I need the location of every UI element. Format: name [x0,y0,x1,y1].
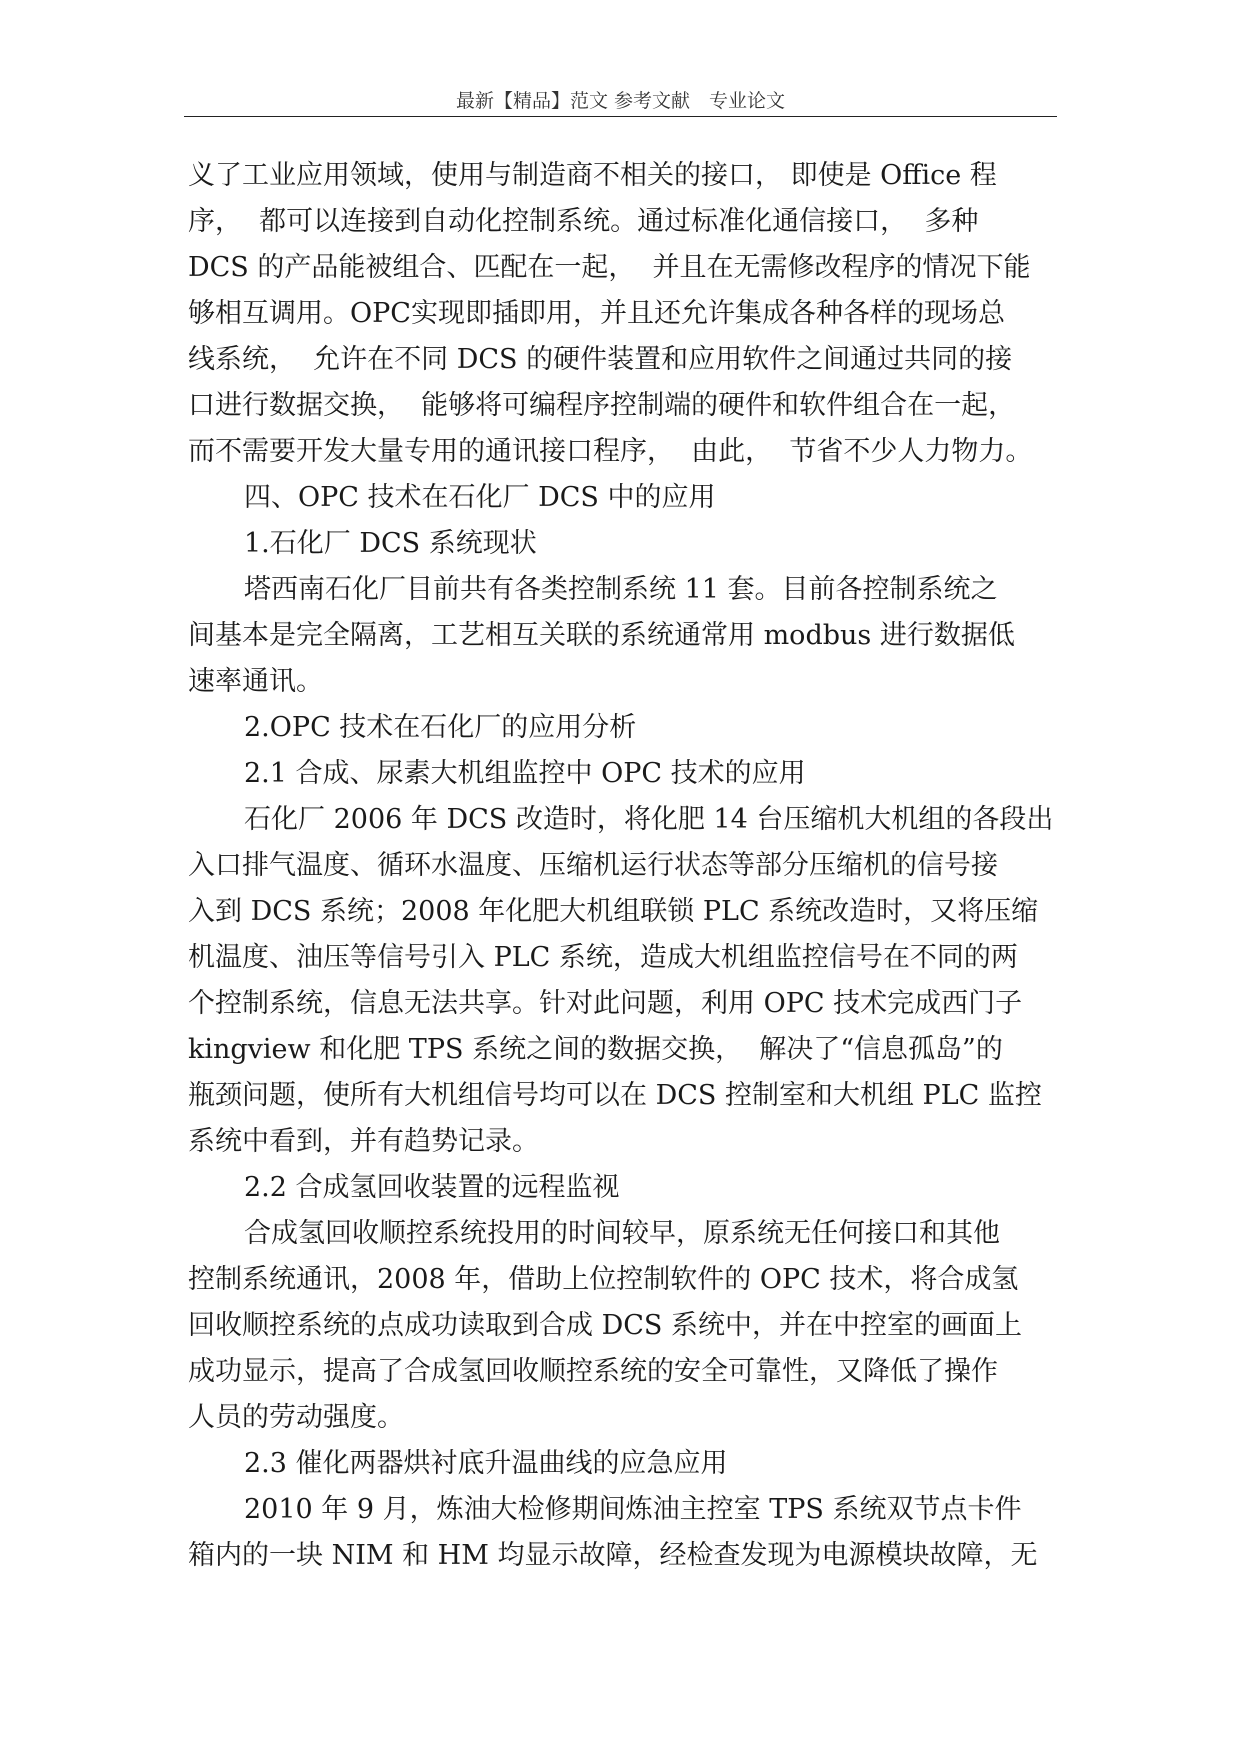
section-heading: 四、OPC 技术在石化厂 DCS 中的应用 [244,482,716,513]
text-line: 间基本是完全隔离，工艺相互关联的系统通常用 modbus 进行数据低 [188,620,1015,651]
text-line: 口进行数据交换， 能够将可编程序控制端的硬件和软件组合在一起， [188,390,1016,421]
text-line: 系统中看到，并有趋势记录。 [188,1126,539,1157]
text-line: DCS 的产品能被组合、匹配在一起， 并且在无需修改程序的情况下能 [188,252,1031,283]
page-header: 最新【精品】范文 参考文献 专业论文 [455,90,786,112]
text-line: 个控制系统，信息无法共享。针对此问题，利用 OPC 技术完成西门子 [188,988,1023,1019]
text-line: 入口排气温度、循环水温度、压缩机运行状态等部分压缩机的信号接 [188,850,998,881]
header-rule [184,116,1057,117]
subsection-heading: 2.2 合成氢回收装置的远程监视 [244,1172,620,1203]
text-line: 速率通讯。 [188,666,323,697]
text-line: 控制系统通讯，2008 年，借助上位控制软件的 OPC 技术，将合成氢 [188,1264,1019,1295]
text-line: 箱内的一块 NIM 和 HM 均显示故障，经检查发现为电源模块故障，无 [188,1540,1038,1571]
text-line: 序， 都可以连接到自动化控制系统。通过标准化通信接口， 多种 [188,206,979,237]
text-line: 够相互调用。OPC实现即插即用，并且还允许集成各种各样的现场总 [188,298,1005,329]
text-line: 回收顺控系统的点成功读取到合成 DCS 系统中，并在中控室的画面上 [188,1310,1022,1341]
subsection-heading: 2.3 催化两器烘衬底升温曲线的应急应用 [244,1448,728,1479]
subsection-heading: 2.1 合成、尿素大机组监控中 OPC 技术的应用 [244,758,806,789]
text-line: 机温度、油压等信号引入 PLC 系统，造成大机组监控信号在不同的两 [188,942,1018,973]
text-line: 线系统， 允许在不同 DCS 的硬件装置和应用软件之间通过共同的接 [188,344,1013,375]
text-line: 而不需要开发大量专用的通讯接口程序， 由此， 节省不少人力物力。 [188,436,1033,467]
text-line: 合成氢回收顺控系统投用的时间较早，原系统无任何接口和其他 [244,1218,1000,1249]
text-line: 2010 年 9 月，炼油大检修期间炼油主控室 TPS 系统双节点卡件 [244,1494,1022,1525]
document-body [188,153,1068,1579]
subsection-heading: 2.OPC 技术在石化厂的应用分析 [244,712,637,743]
text-line: 塔西南石化厂目前共有各类控制系统 11 套。目前各控制系统之 [244,574,998,605]
text-line: 石化厂 2006 年 DCS 改造时，将化肥 14 台压缩机大机组的各段出 [244,804,1054,835]
text-line: kingview 和化肥 TPS 系统之间的数据交换， 解决了“信息孤岛”的 [188,1034,1003,1065]
text-line: 成功显示，提高了合成氢回收顺控系统的安全可靠性，又降低了操作 [188,1356,998,1387]
text-line: 人员的劳动强度。 [188,1402,404,1433]
text-line: 义了工业应用领域，使用与制造商不相关的接口， 即使是 Office 程 [188,160,997,191]
text-line: 瓶颈问题，使所有大机组信号均可以在 DCS 控制室和大机组 PLC 监控 [188,1080,1042,1111]
text-line: 入到 DCS 系统；2008 年化肥大机组联锁 PLC 系统改造时，又将压缩 [188,896,1039,927]
subsection-heading: 1.石化厂 DCS 系统现状 [244,528,537,559]
